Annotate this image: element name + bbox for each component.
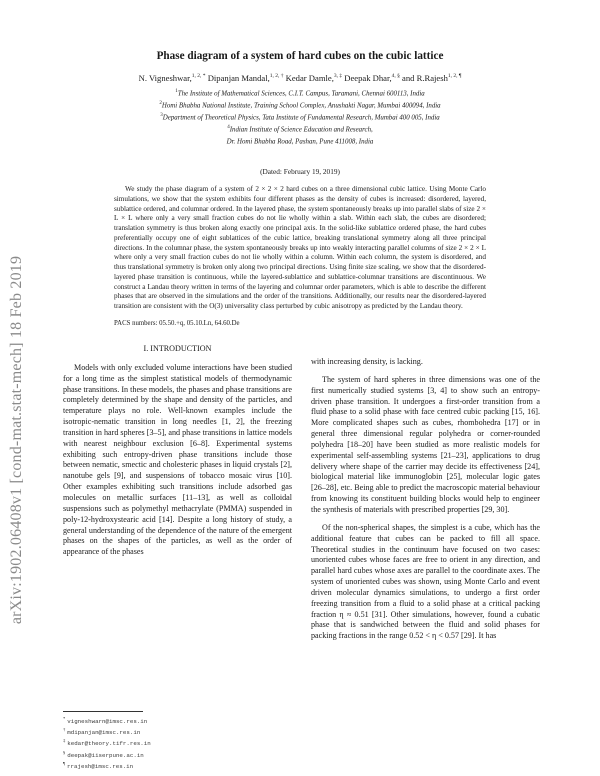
arxiv-identifier: arXiv:1902.06408v1 [cond-mat.stat-mech] 18 Feb 2019 bbox=[8, 255, 26, 625]
footnote-rule bbox=[63, 711, 143, 712]
section-heading: I. INTRODUCTION bbox=[143, 344, 212, 353]
affiliation: $^4$Indian Institute of Science Education and Research, bbox=[227, 124, 373, 133]
email-link[interactable]: rrajesh@imsc.res.in bbox=[67, 762, 134, 770]
body-paragraph: Models with only excluded volume interactions have been studied for a long time as the simplest statistical models of thermodynamic phase transitions. In these models, the phases and phase transitions are completely determined by the shape and density of the particles, and temperature plays no role. Well-known examples include the isotropic-nematic transition in long needles [1, 2], the freezing transition in hard spheres [3–5], and phase transitions in lattice models with nearest neighbour exclusion [6–8]. Experimental systems exhibiting such entropy-driven phase transitions include those between nematic, smectic and cholesteric phases in liquid crystals [2], nanotube gels [9], and suspensions of tobacco mosaic virus [10]. Other examples exhibiting such transitions include adsorbed gas molecules on metallic surfaces [11–13], as well as colloidal suspensions such as polymethyl methacrylate (PMMA) suspended in poly-12-hydroxystearic acid [14]. Despite a long history of study, a general understanding of the dependence of the nature of the emergent phases on the shapes of the particles, as well as the order of appearance of the phases bbox=[63, 362, 292, 557]
affiliation: Dr. Homi Bhabha Road, Pashan, Pune 411008, India bbox=[226, 137, 374, 145]
author-list bbox=[40, 73, 560, 83]
body-paragraph: Of the non-spherical shapes, the simplest is a cube, which has the additional feature that cubes can be packed to fill all space. Theoretical studies in the continuum have focused on two cases: unoriented cubes whose faces are free to orient in any direction, and parallel hard cubes whose axes are parallel to the coordinate axes. The system of unoriented cubes was shown, using Monte Carlo and event driven molecular dynamics simulations, to undergo a first order freezing transition from a fluid to a solid phase at a critical packing fraction η ≈ 0.51 [31]. Other simulations, however, found a cubatic phase that is sandwiched between the fluid and solid phases for packing fractions in the range 0.52 < η < 0.57 [29]. It has bbox=[311, 522, 540, 641]
email-link[interactable]: deepak@iiserpune.ac.in bbox=[67, 751, 144, 759]
email-link[interactable]: mdipanjan@imsc.res.in bbox=[67, 729, 141, 737]
body-paragraph: with increasing density, is lacking. bbox=[311, 357, 423, 366]
author: Kedar Damle,$^{3, \ddagger}$ bbox=[285, 73, 343, 83]
right-column bbox=[311, 357, 540, 642]
footnote: § deepak@iiserpune.ac.in bbox=[63, 749, 144, 759]
footnote: † mdipanjan@imsc.res.in bbox=[63, 727, 141, 737]
footnote: ‡ kedar@theory.tifr.res.in bbox=[63, 738, 151, 748]
footnote: ¶ rrajesh@imsc.res.in bbox=[63, 760, 134, 770]
affiliation: $^2$Homi Bhabha National Institute, Training School Complex, Anushakti Nagar, Mumbai 400094, India bbox=[159, 100, 441, 110]
author: and R.Rajesh$^{1, 2, \P}$ bbox=[402, 73, 462, 83]
email-link[interactable]: kedar@theory.tifr.res.in bbox=[67, 740, 151, 748]
body-paragraph: The system of hard spheres in three dimensions was one of the first numerically studied systems [3, 4] to show such an entropy-driven phase transition. It undergoes a first-order transition from a fluid phase to a solid phase with face centred cubic packing [15, 16]. More complicated shapes such as cubes, rhombohedra [17] or in general three dimensional regular polyhedra or corner-rounded polyhedra [18–20] have been studied as more realistic models for experimental self-assembling systems [21–23], applications to drug delivery where shape of the carrier may decide its effectiveness [24], biological material like immunoglobin [25], molecular logic gates [26–28], etc. Being able to predict the macroscopic material behaviour from knowing its constituent building blocks would help to engineer the synthesis of materials with prescribed properties [29, 30]. bbox=[311, 374, 540, 514]
date-line: (Dated: February 19, 2019) bbox=[260, 167, 340, 176]
affiliations bbox=[40, 87, 560, 146]
left-column bbox=[63, 344, 292, 558]
footnote: * vigneshwarn@imsc.res.in bbox=[63, 716, 148, 725]
email-link[interactable]: vigneshwarn@imsc.res.in bbox=[67, 717, 148, 725]
abstract: We study the phase diagram of a system of 2 × 2 × 2 hard cubes on a three dimensional cubic lattice. Using Monte Carlo simulations, we show that the system exhibits four different phases as the density of cubes is increased: disordered, layered, sublattice ordered, and columnar ordered. In the layered phase, the system spontaneously breaks up into parallel slabs of size 2 × L × L where only a very small fraction cubes do not lie wholly within a slab. Within each slab, the cubes are disordered; translation symmetry is thus broken along exactly one principal axis. In the solid-like sublattice ordered phase, the hard cubes preferentially occupy one of eight sublattices of the cubic lattice, breaking translational symmetry along all three principal directions. In the columnar phase, the system spontaneously breaks up into weakly interacting parallel columns of size 2 × 2 × L where only a very small fraction cubes do not lie wholly within a column. Within each column, the system is disordered, and thus translational symmetry is broken only along two principal directions. Using finite size scaling, we show that the disordered-layered phase transition is continuous, while the layered-sublattice and sublattice-columnar transitions are discontinuous. We construct a Landau theory written in terms of the layering and columnar order parameters, which is able to describe the different phases that are observed in the simulations and the order of the transitions. Additionally, our results near the disordered-layered transition are consistent with the O(3) universality class perturbed by cubic anisotropy as predicted by the Landau theory. bbox=[114, 185, 486, 310]
author: Deepak Dhar,$^{4, \S}$ bbox=[344, 73, 400, 83]
author: Dipanjan Mandal,$^{1, 2, \dagger}$ bbox=[207, 73, 284, 83]
pacs-numbers: PACS numbers: 05.50.+q, 05.10.Ln, 64.60.De bbox=[114, 320, 240, 327]
author: N. Vigneshwar,$^{1, 2, *}$ bbox=[138, 73, 206, 83]
affiliation: $^3$Department of Theoretical Physics, Tata Institute of Fundamental Research, Mumbai 400 005, India bbox=[160, 112, 440, 122]
paper-title: Phase diagram of a system of hard cubes on the cubic lattice bbox=[156, 50, 444, 62]
footnotes bbox=[63, 715, 151, 771]
affiliation: $^1$The Institute of Mathematical Sciences, C.I.T. Campus, Taramani, Chennai 600113, India bbox=[175, 89, 425, 98]
